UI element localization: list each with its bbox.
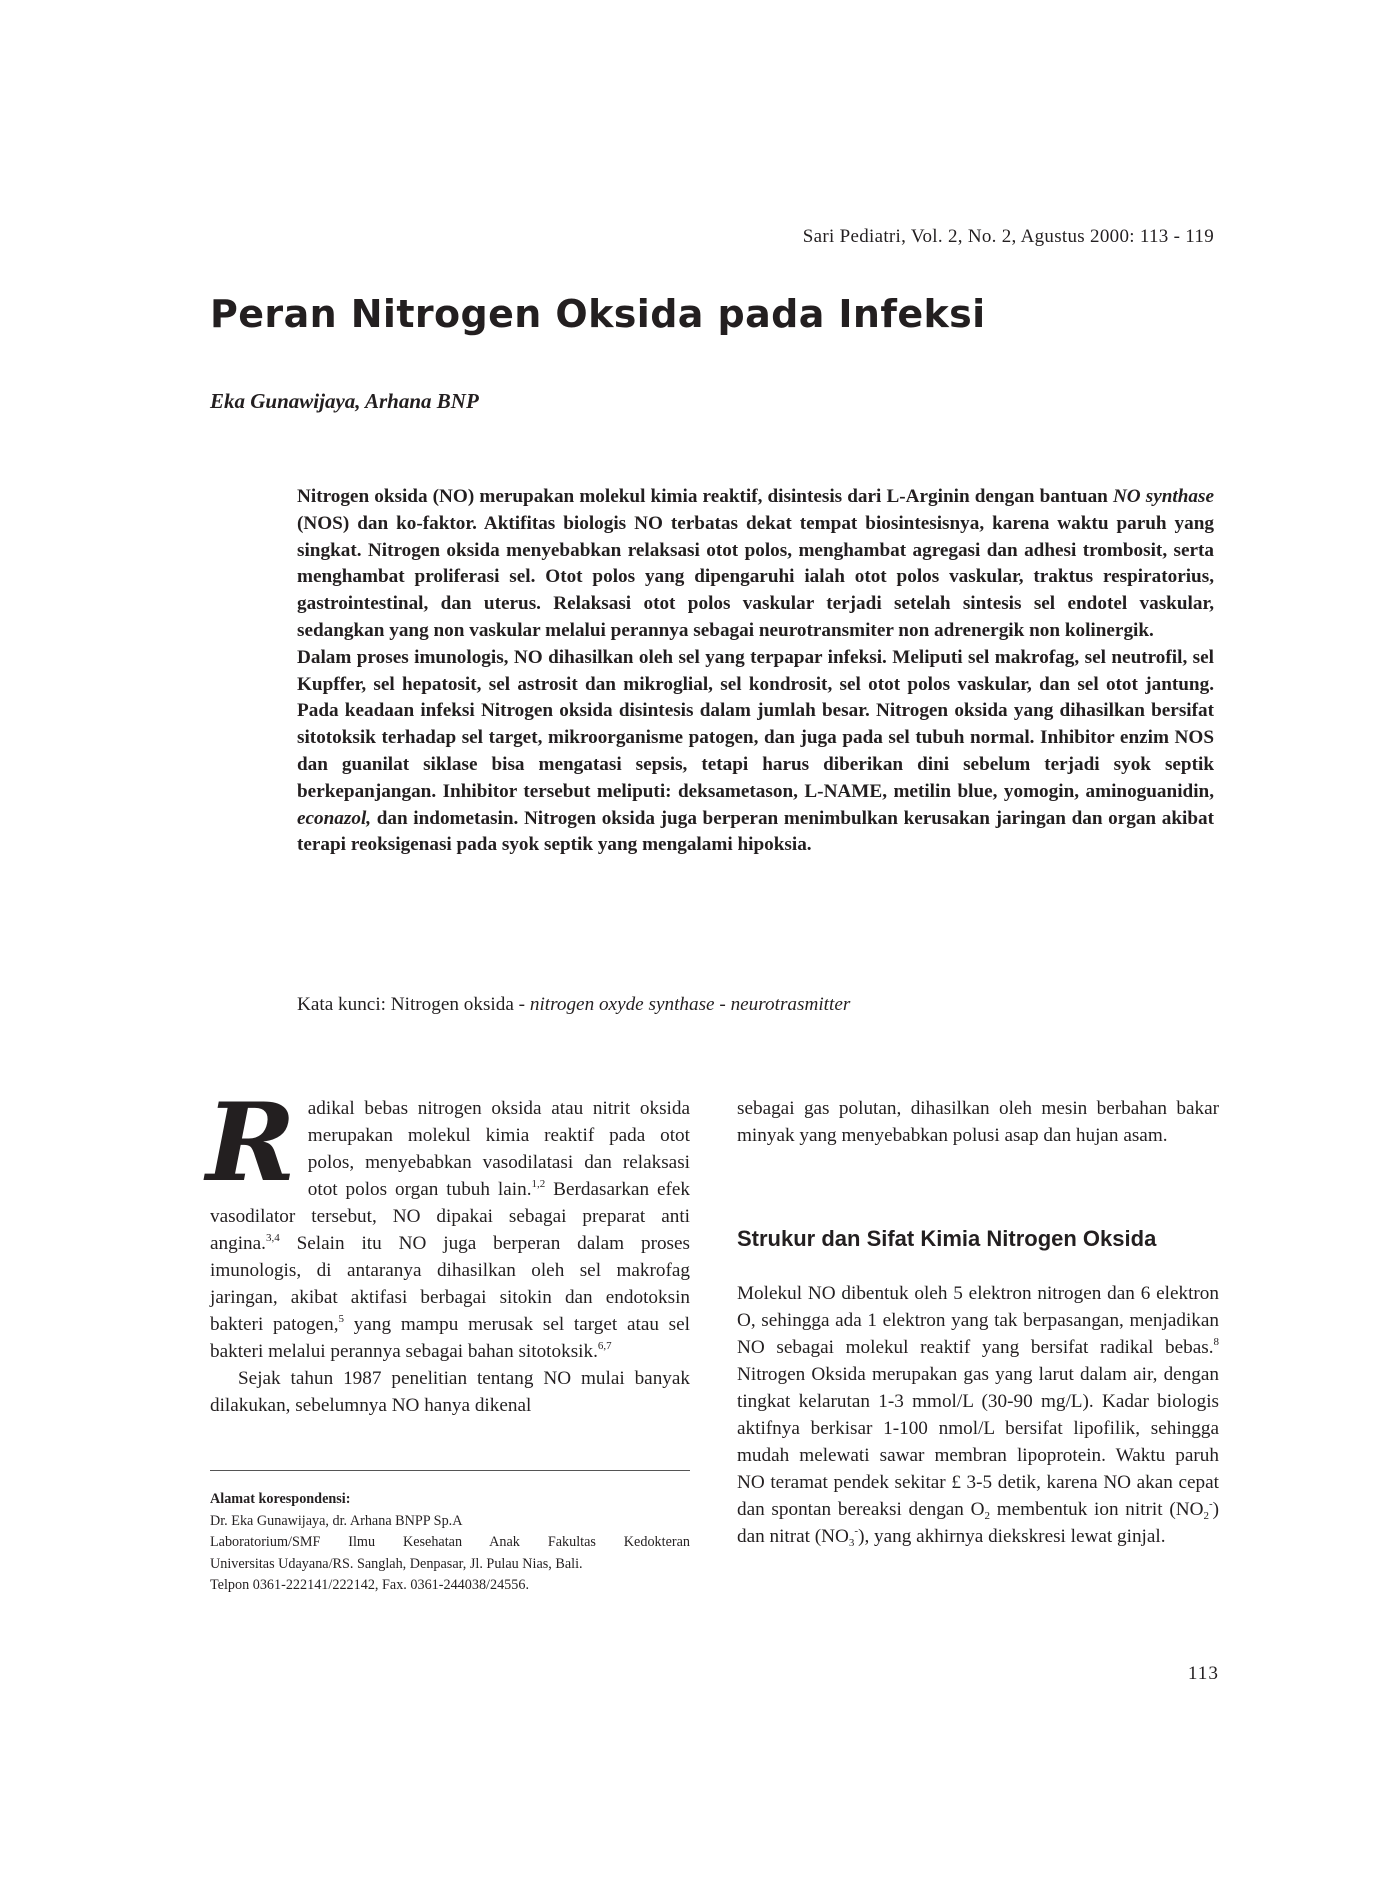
correspondence-footnote bbox=[210, 1489, 690, 1597]
subscript: 2 bbox=[984, 1510, 990, 1522]
body-paragraph bbox=[206, 1080, 690, 1365]
footnote-line: Telpon 0361-222141/222142, Fax. 0361-244038/24556. bbox=[210, 1577, 529, 1594]
keyword-separator: - bbox=[714, 994, 731, 1015]
abstract-text: (NOS) dan ko-faktor. Aktifitas biologis NO terbatas dekat tempat biosintesisnya, karena waktu paruh yang singkat. Nitrogen oksida menyebabkan relaksasi otot polos, menghambat agregasi dan adhesi trombosit, serta menghambat proliferasi sel. Otot polos yang dipengaruhi ialah otot polos vaskular, traktus respiratorius, gastrointestinal, dan uterus. Relaksasi otot polos vaskular terjadi setelah sintesis sel endotel vaskular, sedangkan yang non vaskular melalui perannya sebagai neurotransmiter non adrenergik non kolinergik. bbox=[297, 512, 1214, 641]
left-column bbox=[206, 1080, 690, 1419]
citation: 5 bbox=[338, 1313, 345, 1325]
superscript: - bbox=[854, 1525, 859, 1537]
footnote-line: Laboratorium/SMF Ilmu Kesehatan Anak Fakultas Kedokteran bbox=[210, 1534, 690, 1551]
citation: 6,7 bbox=[597, 1340, 612, 1352]
keyword-term: nitrogen oxyde synthase bbox=[529, 994, 715, 1015]
section-heading: Strukur dan Sifat Kimia Nitrogen Oksida bbox=[737, 1226, 1157, 1251]
abstract-paragraph-1 bbox=[297, 484, 1214, 645]
abstract bbox=[297, 484, 1214, 859]
footnote-divider bbox=[210, 1470, 690, 1471]
right-column-continuation bbox=[737, 1095, 1219, 1149]
body-text: ), yang akhirnya diekskresi lewat ginjal. bbox=[858, 1526, 1166, 1547]
body-text: Selain itu NO juga berperan dalam proses imunologis, di antaranya dihasilkan oleh sel makrofag jaringan, akibat aktifasi berbagai sitokin dan endotoksin bakteri patogen, bbox=[210, 1233, 690, 1335]
body-paragraph bbox=[737, 1280, 1219, 1550]
subscript: 3 bbox=[848, 1537, 855, 1549]
superscript: - bbox=[1208, 1498, 1213, 1510]
abstract-text: dan indometasin. Nitrogen oksida juga berperan menimbulkan kerusakan jaringan dan organ akibat terapi reoksigenasi pada syok septik yang mengalami hipoksia. bbox=[297, 807, 1214, 856]
footnote-heading: Alamat korespondensi: bbox=[210, 1491, 351, 1507]
abstract-text: Dalam proses imunologis, NO dihasilkan oleh sel yang terpapar infeksi. Meliputi sel makrofag, sel neutrofil, sel Kupffer, sel hepatosit, sel astrosit dan mikroglial, sel kondrosit, sel otot polos vaskular, dan sel otot jantung. Pada keadaan infeksi Nitrogen oksida disintesis dalam jumlah besar. Nitrogen oksida yang dihasilkan bersifat sitotoksik terhadap sel target, mikroorganisme patogen, dan juga pada sel tubuh normal. Inhibitor enzim NOS dan guanilat siklase bisa mengatasi sepsis, tetapi harus diberikan dini sebelum terjadi syok septik berkepanjangan. Inhibitor tersebut meliputi: deksametason, L-NAME, metilin blue, yomogin, aminoguanidin, bbox=[297, 646, 1214, 802]
keywords bbox=[297, 994, 850, 1016]
body-text: yang mampu merusak sel target atau sel bakteri melalui perannya sebagai bahan sitotoksik. bbox=[210, 1314, 690, 1362]
body-text: adikal bebas nitrogen oksida atau nitrit oksida merupakan molekul kimia reaktif pada otot polos, menyebabkan vasodilatasi dan relaksasi otot polos organ tubuh lain. bbox=[307, 1098, 690, 1200]
citation: 1,2 bbox=[531, 1178, 546, 1190]
article-title: Peran Nitrogen Oksida pada Infeksi bbox=[210, 292, 986, 336]
citation: 3,4 bbox=[265, 1232, 280, 1244]
abstract-paragraph-2 bbox=[297, 645, 1214, 859]
right-column-section bbox=[737, 1280, 1219, 1550]
body-paragraph: sebagai gas polutan, dihasilkan oleh mesin berbahan bakar minyak yang menyebabkan polusi asap dan hujan asam. bbox=[737, 1098, 1219, 1146]
drop-cap: R bbox=[206, 1080, 296, 1206]
page-number: 113 bbox=[1187, 1663, 1219, 1684]
subscript: 2 bbox=[1203, 1510, 1209, 1522]
authors: Eka Gunawijaya, Arhana BNP bbox=[210, 389, 479, 413]
body-paragraph: Sejak tahun 1987 penelitian tentang NO mulai banyak dilakukan, sebelumnya NO hanya dikenal bbox=[210, 1368, 690, 1416]
body-text: ) dan nitrat (NO bbox=[737, 1499, 1219, 1547]
body-text: Berdasarkan efek vasodilator tersebut, NO dipakai sebagai preparat anti angina. bbox=[210, 1179, 690, 1254]
body-text: Molekul NO dibentuk oleh 5 elektron nitrogen dan 6 elektron O, sehingga ada 1 elektron yang tak berpasangan, menjadikan NO sebagai molekul reaktif yang bersifat radikal bebas. bbox=[737, 1283, 1219, 1358]
body-text: Nitrogen Oksida merupakan gas yang larut dalam air, dengan tingkat kelarutan 1-3 mmol/L (30-90 mg/L). Kadar biologis aktifnya berkisar 1-100 nmol/L bersifat lipofilik, sehingga mudah melewati sawar membran lipoprotein. Waktu paruh NO teramat pendek sekitar £ 3-5 detik, karena NO akan cepat dan spontan bereaksi dengan O bbox=[737, 1364, 1219, 1520]
keyword-term: neurotrasmitter bbox=[730, 994, 851, 1015]
citation: 8 bbox=[1213, 1336, 1219, 1348]
footnote-line: Dr. Eka Gunawijaya, dr. Arhana BNPP Sp.A bbox=[210, 1512, 463, 1529]
journal-reference: Sari Pediatri, Vol. 2, No. 2, Agustus 2000: 113 - 119 bbox=[802, 226, 1214, 247]
body-text: membentuk ion nitrit (NO bbox=[990, 1499, 1204, 1520]
footnote-line: Universitas Udayana/RS. Sanglah, Denpasar, Jl. Pulau Nias, Bali. bbox=[210, 1555, 583, 1572]
abstract-text: Nitrogen oksida (NO) merupakan molekul kimia reaktif, disintesis dari L-Arginin dengan bantuan bbox=[297, 486, 1113, 507]
abstract-italic-term: NO synthase bbox=[1112, 486, 1215, 507]
abstract-italic-term: econazol, bbox=[297, 807, 372, 829]
keywords-label: Kata kunci: Nitrogen oksida - bbox=[297, 994, 530, 1015]
